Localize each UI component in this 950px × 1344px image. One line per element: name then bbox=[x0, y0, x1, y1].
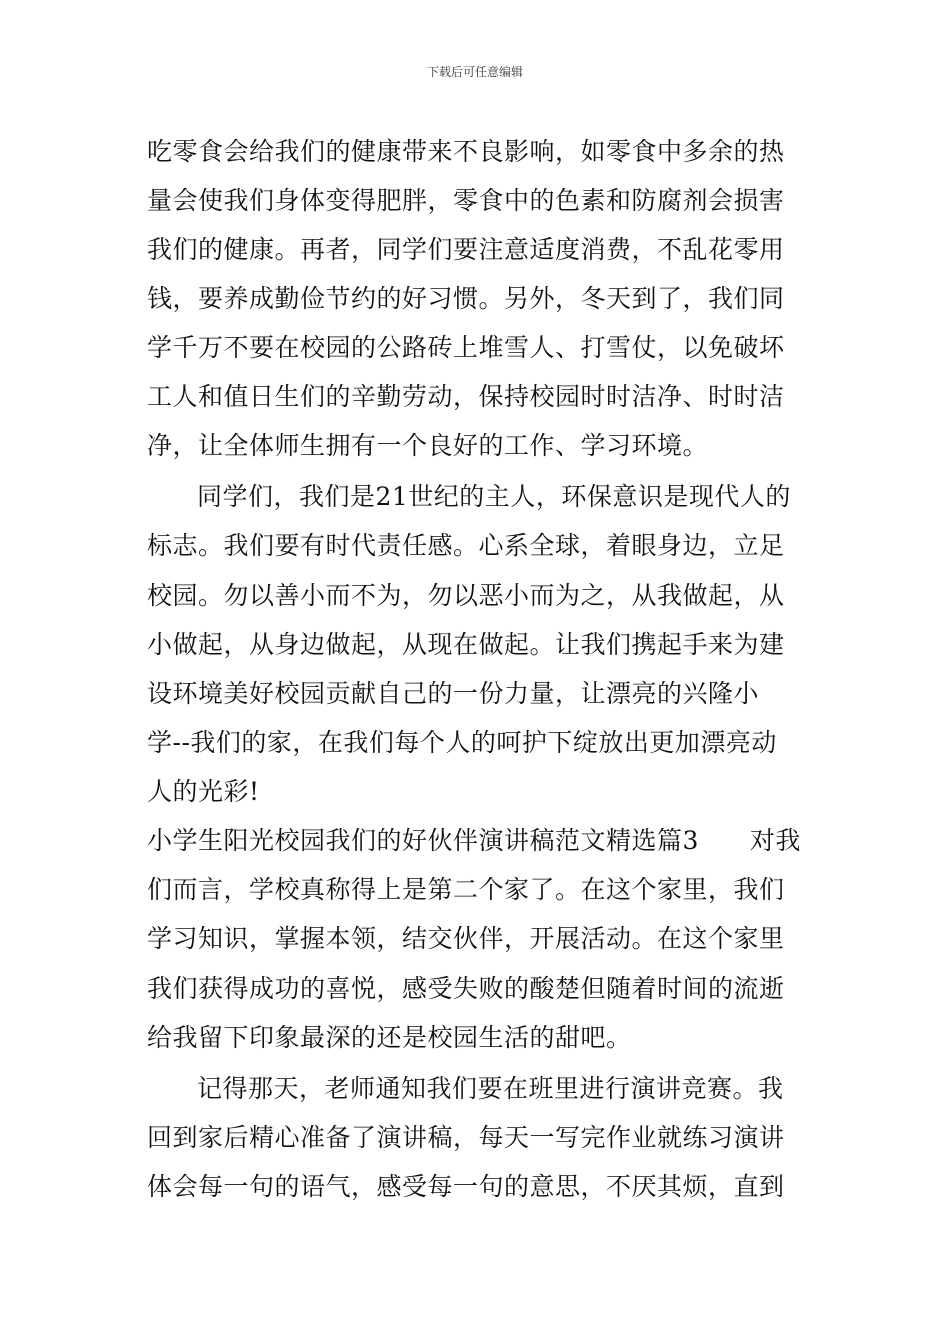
body-line: 我们获得成功的喜悦，感受失败的酸楚但随着时间的流逝 bbox=[147, 974, 785, 1003]
body-line: 吃零食会给我们的健康带来不良影响，如零食中多余的热 bbox=[147, 137, 785, 166]
body-line: 我们的健康。再者，同学们要注意适度消费，不乱花零用 bbox=[147, 235, 785, 264]
body-line: 工人和值日生们的辛勤劳动，保持校园时时洁净、时时洁 bbox=[147, 382, 785, 411]
body-line: 小做起，从身边做起，从现在做起。让我们携起手来为建 bbox=[147, 630, 785, 659]
body-line: 学--我们的家，在我们每个人的呵护下绽放出更加漂亮动 bbox=[147, 728, 777, 757]
body-line: 学千万不要在校园的公路砖上堆雪人、打雪仗，以免破坏 bbox=[147, 333, 785, 362]
paragraph-first-line: 同学们，我们是21世纪的主人，环保意识是现代人的 bbox=[197, 482, 791, 511]
body-line: 体会每一句的语气，感受每一句的意思，不厌其烦，直到 bbox=[147, 1172, 785, 1201]
body-line: 净，让全体师生拥有一个良好的工作、学习环境。 bbox=[147, 431, 709, 460]
body-line: 校园。勿以善小而不为，勿以恶小而为之，从我做起，从 bbox=[147, 581, 785, 610]
body-line: 学习知识，掌握本领，结交伙伴，开展活动。在这个家里 bbox=[147, 924, 785, 953]
paragraph-first-line: 记得那天，老师通知我们要在班里进行演讲竞赛。我 bbox=[197, 1074, 784, 1103]
section-heading-line: 小学生阳光校园我们的好伙伴演讲稿范文精选篇3 对我 bbox=[147, 826, 801, 855]
page-header: 下载后可任意编辑 bbox=[426, 65, 523, 79]
body-line: 设环境美好校园贡献自己的一份力量，让漂亮的兴隆小 bbox=[147, 679, 760, 708]
body-line: 量会使我们身体变得肥胖，零食中的色素和防腐剂会损害 bbox=[147, 186, 785, 215]
body-line: 给我留下印象最深的还是校园生活的甜吧。 bbox=[147, 1023, 632, 1052]
body-line: 回到家后精心准备了演讲稿，每天一写完作业就练习演讲 bbox=[147, 1123, 785, 1152]
body-line: 标志。我们要有时代责任感。心系全球，着眼身边，立足 bbox=[147, 531, 785, 560]
body-line: 们而言，学校真称得上是第二个家了。在这个家里，我们 bbox=[147, 875, 785, 904]
body-line: 钱，要养成勤俭节约的好习惯。另外，冬天到了，我们同 bbox=[147, 284, 785, 313]
body-line: 人的光彩! bbox=[147, 777, 260, 806]
